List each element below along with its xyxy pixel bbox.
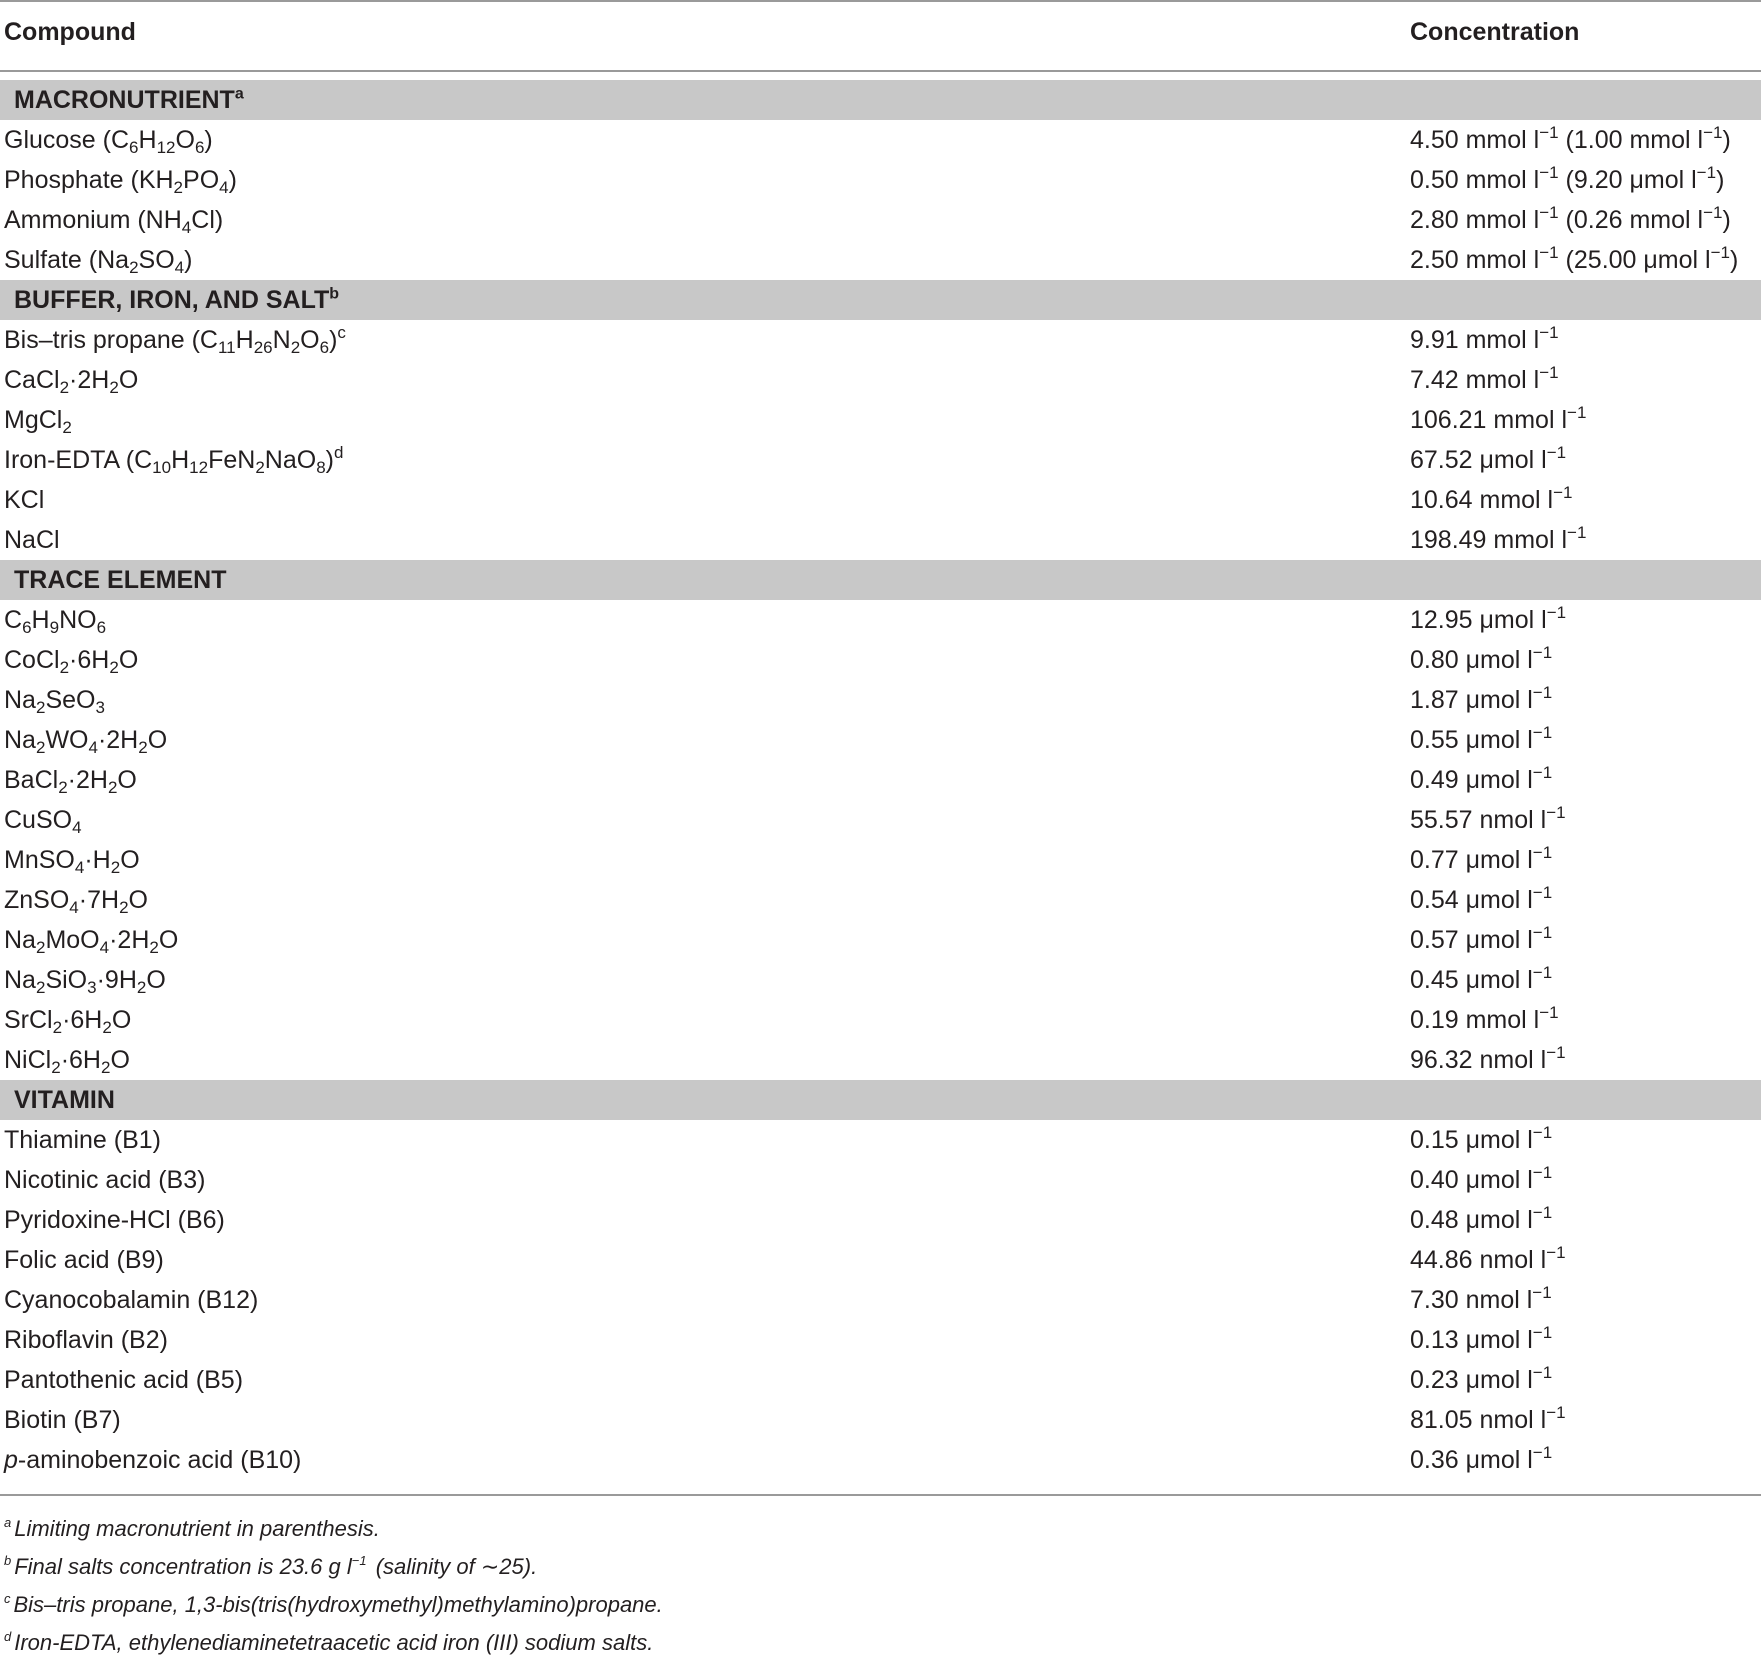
- concentration-cell: 0.45 μmol $l^{-1}$: [1410, 963, 1553, 994]
- compound-cell: Folic acid (B9): [4, 1246, 164, 1274]
- table-row: [0, 720, 1761, 760]
- concentration-cell: 0.15 μmol $l^{-1}$: [1410, 1123, 1553, 1154]
- footnote-mark: d: [4, 1629, 12, 1644]
- compound-cell: Pyridoxine-HCl (B6): [4, 1206, 225, 1234]
- section-header: [0, 1080, 1761, 1120]
- compound-cell: $CoCl_2\cdot 6H_2O$: [4, 646, 139, 677]
- header-rule: [0, 70, 1761, 72]
- compound-cell: $SrCl_2\cdot 6H_2O$: [4, 1006, 132, 1037]
- table-row: [0, 840, 1761, 880]
- table-row: [0, 1160, 1761, 1200]
- compound-cell: $C_6H_9NO_6$: [4, 606, 107, 637]
- column-header-concentration: Concentration: [1410, 18, 1580, 46]
- table-row: [0, 760, 1761, 800]
- table-row: [0, 360, 1761, 400]
- table-row: [0, 600, 1761, 640]
- table-row: [0, 1280, 1761, 1320]
- compound-cell: $NiCl_2\cdot 6H_2O$: [4, 1046, 130, 1077]
- table-row: [0, 320, 1761, 360]
- table-row: [0, 1200, 1761, 1240]
- concentration-cell: 0.50 mmol $l^{-1}$ (9.20 μmol $l^{-1}$): [1410, 163, 1725, 194]
- table-row: [0, 480, 1761, 520]
- concentration-cell: 0.80 μmol $l^{-1}$: [1410, 643, 1553, 674]
- table-row: [0, 1240, 1761, 1280]
- table-row: [0, 160, 1761, 200]
- footnote: [4, 1586, 1744, 1624]
- concentration-cell: 198.49 mmol $l^{-1}$: [1410, 523, 1587, 554]
- concentration-cell: 44.86 nmol $l^{-1}$: [1410, 1243, 1566, 1274]
- compound-cell: Nicotinic acid (B3): [4, 1166, 206, 1194]
- table-row: [0, 1320, 1761, 1360]
- table-row: [0, 240, 1761, 280]
- footnote-text: Iron-EDTA, ethylenediaminetetraacetic acid iron (III) sodium salts.: [14, 1630, 654, 1655]
- table-row: [0, 120, 1761, 160]
- footnote-text: Bis–tris propane, 1,3-bis(tris(hydroxymethyl)methylamino)propane.: [13, 1592, 663, 1617]
- concentration-cell: 0.13 μmol $l^{-1}$: [1410, 1323, 1553, 1354]
- concentration-cell: 12.95 μmol $l^{-1}$: [1410, 603, 1567, 634]
- concentration-cell: 10.64 mmol $l^{-1}$: [1410, 483, 1573, 514]
- concentration-cell: 0.77 μmol $l^{-1}$: [1410, 843, 1553, 874]
- compound-cell: Sulfate $(Na_2SO_4)$: [4, 246, 193, 277]
- section-footnote-mark: b: [329, 285, 340, 303]
- compound-cell: NaCl: [4, 526, 60, 554]
- concentration-cell: 0.49 μmol $l^{-1}$: [1410, 763, 1553, 794]
- compound-cell: Cyanocobalamin (B12): [4, 1286, 259, 1314]
- compound-cell: $Na_2SeO_3$: [4, 686, 105, 717]
- section-title: TRACE ELEMENT: [14, 566, 227, 594]
- table-row: [0, 680, 1761, 720]
- compound-cell: Pantothenic acid (B5): [4, 1366, 244, 1394]
- footnotes: [4, 1510, 1744, 1662]
- table-row: [0, 880, 1761, 920]
- bottom-rule: [0, 1494, 1761, 1496]
- concentration-cell: 0.48 μmol $l^{-1}$: [1410, 1203, 1553, 1234]
- compound-cell: KCl: [4, 486, 45, 514]
- section-header: [0, 560, 1761, 600]
- compound-cell: $ZnSO_4\cdot 7H_2O$: [4, 886, 148, 917]
- concentration-cell: 4.50 mmol $l^{-1}$ (1.00 mmol $l^{-1}$): [1410, 123, 1731, 154]
- footnote-text: Limiting macronutrient in parenthesis.: [14, 1516, 380, 1541]
- compound-cell: p-aminobenzoic acid (B10): [4, 1446, 302, 1474]
- footnote-text: Final salts concentration is 23.6 g $l^{-1}$ (salinity of ∼25).: [14, 1553, 538, 1579]
- compound-cell: $BaCl_2\cdot 2H_2O$: [4, 766, 137, 797]
- table-row: [0, 1440, 1761, 1480]
- concentration-cell: 7.30 nmol $l^{-1}$: [1410, 1283, 1552, 1314]
- compound-cell: $Na_2SiO_3\cdot 9H_2O$: [4, 966, 166, 997]
- compound-cell: Bis–tris propane $(C_{11}H_{26}N_2O_6)^c$: [4, 323, 346, 357]
- section-header: [0, 280, 1761, 320]
- footnote-mark: c: [4, 1591, 11, 1606]
- concentration-cell: 0.55 μmol $l^{-1}$: [1410, 723, 1553, 754]
- concentration-cell: 9.91 mmol $l^{-1}$: [1410, 323, 1559, 354]
- table-row: [0, 1000, 1761, 1040]
- compound-cell: $Na_2WO_4\cdot 2H_2O$: [4, 726, 168, 757]
- footnote-mark: b: [4, 1553, 12, 1568]
- table-row: [0, 640, 1761, 680]
- column-header-compound: Compound: [4, 18, 136, 46]
- table-row: [0, 520, 1761, 560]
- compound-cell: Glucose $(C_6H_{12}O_6)$: [4, 126, 213, 157]
- table-row: [0, 1040, 1761, 1080]
- compound-cell: CuSO$_4$: [4, 806, 82, 837]
- table-header-row: [0, 0, 1761, 70]
- concentration-cell: 1.87 μmol $l^{-1}$: [1410, 683, 1553, 714]
- footnote-mark: a: [4, 1515, 12, 1530]
- footnote: [4, 1510, 1744, 1548]
- compound-cell: Riboflavin (B2): [4, 1326, 168, 1354]
- compound-cell: $CaCl_2\cdot 2H_2O$: [4, 366, 139, 397]
- concentration-cell: 81.05 nmol $l^{-1}$: [1410, 1403, 1566, 1434]
- compound-cell: $Na_2MoO_4\cdot 2H_2O$: [4, 926, 179, 957]
- table-row: [0, 920, 1761, 960]
- table-row: [0, 400, 1761, 440]
- concentration-cell: 0.36 μmol $l^{-1}$: [1410, 1443, 1553, 1474]
- concentration-cell: 0.19 mmol $l^{-1}$: [1410, 1003, 1559, 1034]
- compound-cell: $MnSO_4\cdot H_2O$: [4, 846, 140, 877]
- concentration-cell: 0.40 μmol $l^{-1}$: [1410, 1163, 1553, 1194]
- concentration-cell: 106.21 mmol $l^{-1}$: [1410, 403, 1587, 434]
- table-row: [0, 960, 1761, 1000]
- compound-cell: Thiamine (B1): [4, 1126, 161, 1154]
- table-body: [0, 80, 1761, 1480]
- concentration-cell: 2.80 mmol $l^{-1}$ (0.26 mmol $l^{-1}$): [1410, 203, 1731, 234]
- table-row: [0, 800, 1761, 840]
- section-header: [0, 80, 1761, 120]
- compound-cell: Biotin (B7): [4, 1406, 121, 1434]
- concentration-cell: 96.32 nmol $l^{-1}$: [1410, 1043, 1566, 1074]
- section-title: MACRONUTRIENT: [14, 86, 235, 114]
- compound-cell: MgCl$_2$: [4, 406, 72, 437]
- table-row: [0, 1360, 1761, 1400]
- table-row: [0, 1400, 1761, 1440]
- compound-cell: Iron-EDTA $(C_{10}H_{12}FeN_2NaO_8)^d$: [4, 443, 344, 477]
- section-title: VITAMIN: [14, 1086, 115, 1114]
- table-row: [0, 440, 1761, 480]
- concentration-cell: 0.57 μmol $l^{-1}$: [1410, 923, 1553, 954]
- section-title: BUFFER, IRON, AND SALT: [14, 286, 330, 314]
- section-footnote-mark: a: [234, 85, 244, 103]
- footnote: [4, 1548, 1744, 1586]
- compound-cell: Ammonium $(NH_4Cl)$: [4, 206, 224, 237]
- table-row: [0, 1120, 1761, 1160]
- footnote: [4, 1624, 1744, 1662]
- concentration-cell: 67.52 μmol $l^{-1}$: [1410, 443, 1567, 474]
- concentration-cell: 55.57 nmol $l^{-1}$: [1410, 803, 1566, 834]
- concentration-cell: 2.50 mmol $l^{-1}$ (25.00 μmol $l^{-1}$): [1410, 243, 1739, 274]
- concentration-cell: 7.42 mmol $l^{-1}$: [1410, 363, 1559, 394]
- concentration-cell: 0.23 μmol $l^{-1}$: [1410, 1363, 1553, 1394]
- table-row: [0, 200, 1761, 240]
- concentration-cell: 0.54 μmol $l^{-1}$: [1410, 883, 1553, 914]
- compound-cell: Phosphate $(KH_2PO_4)$: [4, 166, 237, 197]
